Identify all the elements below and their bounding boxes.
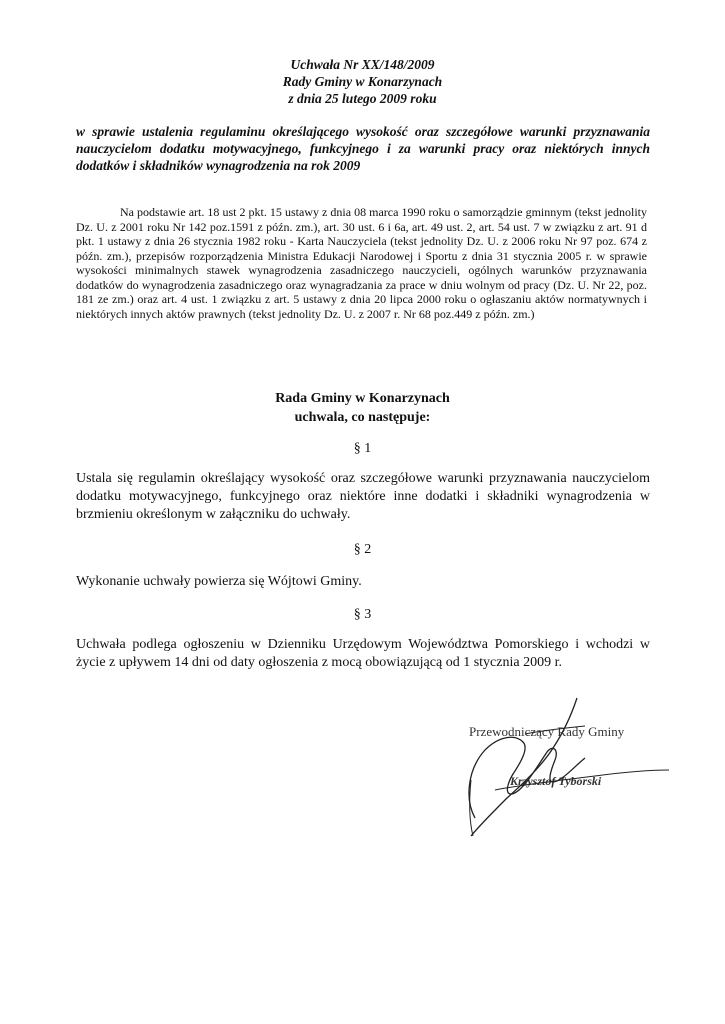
signature-name-stamp: Krzysztof Tyborski [510, 774, 602, 788]
handwritten-signature-icon [455, 690, 685, 840]
section-2-text: Wykonanie uchwały powierza się Wójtowi Gminy. [76, 574, 362, 589]
legal-basis-paragraph: Na podstawie art. 18 ust 2 pkt. 15 ustawy z dnia 08 marca 1990 roku o samorządzie gminnym (tekst jednolity Dz. U. z 2001 roku Nr 142 poz.1591 z późn. zm.), art. 30 ust. 6 i 6a, art. 49 ust. 2, art. 54 ust. 7 w związku z art. 91 d pkt. 1 ustawy z dnia 26 stycznia 1982 roku - Karta Nauczyciela (tekst jednolity Dz. U. z 2006 roku Nr 97 poz. 674 z późn. zm.), przepisów rozporządzenia Ministra Edukacji Narodowej i Sportu z dnia 31 stycznia 2005 r. w sprawie wysokości minimalnych stawek wynagrodzenia zasadniczego nauczycieli, ogólnych warunków przyznawania dodatków do wynagrodzenia zasadniczego oraz wynagradzania za prace w dniu wolnym od pracy (Dz. U. Nr 22, poz. 181 ze zm.) oraz art. 4 ust. 1 związku z art. 5 ustawy z dnia 20 lipca 2000 roku o ogłaszaniu aktów normatywnych i niektórych innych aktów prawnych (tekst jednolity Dz. U. z 2007 r. Nr 68 poz.449 z późn. zm.) [76, 205, 647, 321]
section-2-mark: § 2 [353, 542, 372, 557]
signature-role-stamp: Przewodniczący Rady Gminy [469, 724, 625, 739]
section-1-mark: § 1 [353, 441, 372, 456]
resolution-subject: w sprawie ustalenia regulaminu określającego wysokość oraz szczegółowe warunki przyznawania nauczycielom dodatku motywacyjnego, funkcyjnego i za warunki pracy oraz niektórych innych dodatków i składników wynagrodzenia na rok 2009 [76, 124, 650, 173]
section-3-mark: § 3 [353, 607, 372, 622]
resolution-date: z dnia 25 lutego 2009 roku [288, 91, 437, 106]
resolution-number: Uchwała Nr XX/148/2009 [290, 57, 435, 72]
resolves-heading: uchwala, co następuje: [294, 410, 431, 425]
section-3-text: Uchwała podlega ogłoszeniu w Dzienniku Urzędowym Województwa Pomorskiego i wchodzi w życie z upływem 14 dni od daty ogłoszenia z mocą obowiązującą od 1 stycznia 2009 r. [76, 637, 650, 670]
section-1-text: Ustala się regulamin określający wysokość oraz szczegółowe warunki przyznawania nauczycielom dodatku motywacyjnego, funkcyjnego oraz niektóre inne dodatki i składniki wynagrodzenia w brzmieniu określonym w załączniku do uchwały. [76, 471, 650, 522]
council-name: Rady Gminy w Konarzynach [282, 74, 443, 89]
council-heading: Rada Gminy w Konarzynach [275, 391, 450, 406]
